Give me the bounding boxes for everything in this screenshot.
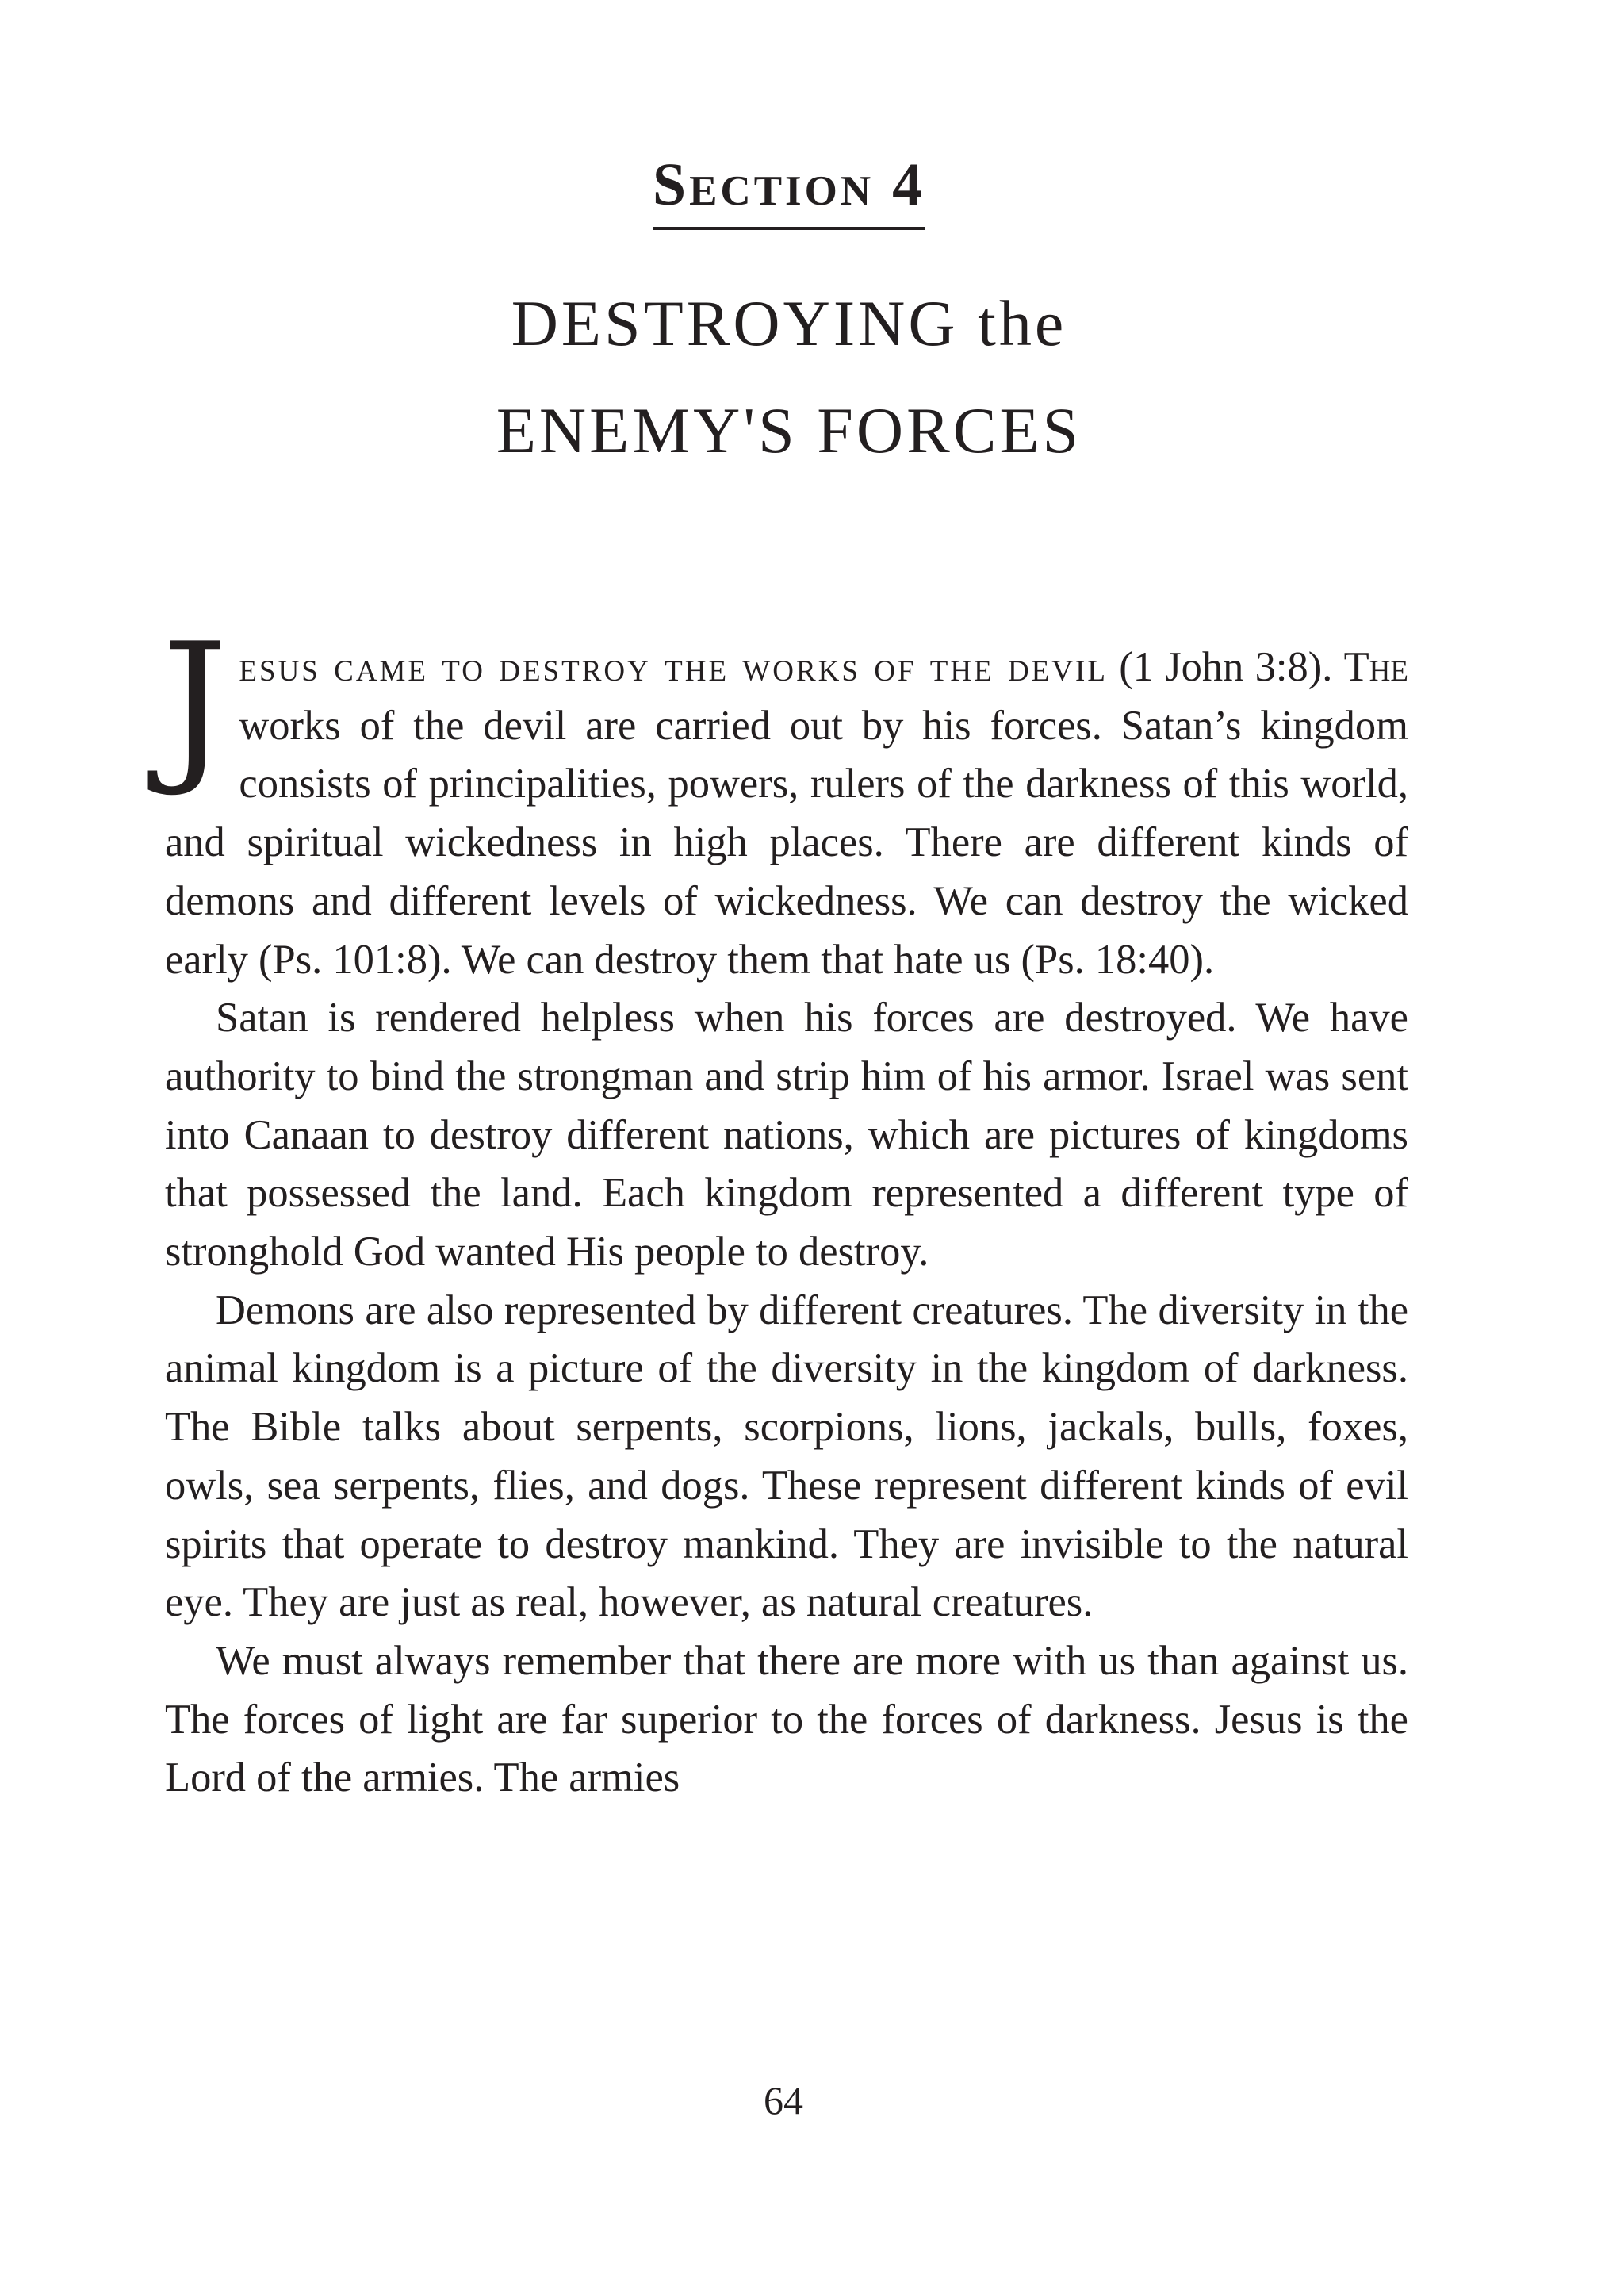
chapter-title-line-1: DESTROYING the — [511, 287, 1067, 359]
lead-in-text: esus came to destroy the works of the devil — [239, 644, 1108, 690]
page-number: 64 — [764, 2078, 803, 2123]
paragraph-1-rest: works of the devil are carried out by his forces. Satan’s kingdom consists of principalities, powers, rulers of the darkness of this world, and spiritual wickedness in high places. There are different kinds of demons and different levels of wickedness. We can destroy the wicked early (Ps. 101:8). We can destroy them that hate us (Ps. 18:40). — [165, 702, 1408, 983]
body-text — [162, 608, 1408, 1808]
chapter-title — [0, 270, 1578, 484]
paragraph-1-small-caps-word: The — [1343, 644, 1408, 690]
paragraph-4: We must always remember that there are more with us than against us. The forces of light are far superior to the forces of darkness. Jesus is the Lord of the armies. The armies — [165, 1637, 1408, 1801]
drop-cap: J — [162, 608, 228, 800]
paragraph-2: Satan is rendered helpless when his forces are destroyed. We have authority to bind the strongman and strip him of his armor. Israel was sent into Canaan to destroy different nations, which are pictures of kingdoms that possessed the land. Each kingdom represented a different type of stronghold God wanted His people to destroy. — [165, 995, 1408, 1275]
section-heading — [0, 149, 1578, 230]
paragraph-1 — [162, 608, 1408, 989]
paragraph-1-citation: (1 John 3:8). — [1107, 644, 1344, 690]
chapter-title-line-2: ENEMY'S FORCES — [496, 394, 1082, 466]
section-label: Section 4 — [653, 149, 925, 230]
paragraph-3: Demons are also represented by different creatures. The diversity in the animal kingdom is a picture of the diversity in the kingdom of darkness. The Bible talks about serpents, scorpions, lions, jackals, bulls, foxes, owls, sea serpents, flies, and dogs. These represent different kinds of evil spirits that operate to destroy mankind. They are invisible to the natural eye. They are just as real, however, as natural creatures. — [165, 1287, 1408, 1626]
